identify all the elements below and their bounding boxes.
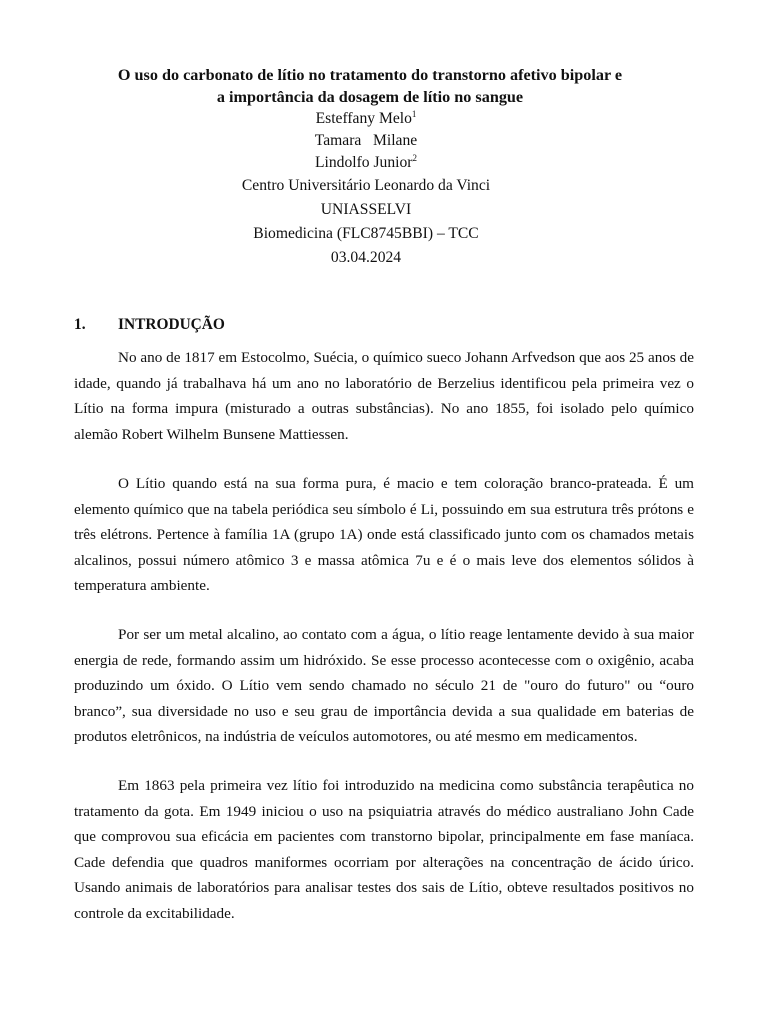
- title-line-2: a importância da dosagem de lítio no sangue: [216, 88, 524, 106]
- date: 03.04.2024: [330, 249, 402, 266]
- author-footnote-mark: 1: [411, 109, 417, 119]
- author-name: Lindolfo Junior: [315, 154, 413, 171]
- author-line: [60, 152, 672, 174]
- section-number: 1.: [74, 316, 86, 333]
- title-line-1: O uso do carbonato de lítio no tratamento do transtorno afetivo bipolar e: [117, 66, 623, 84]
- author-name: Tamara Milane: [314, 132, 418, 149]
- paragraph-3: Por ser um metal alcalino, ao contato com a água, o lítio reage lentamente devido à sua maior energia de rede, formando assim um hidróxido. Se esse processo acontecesse com o oxigênio, acaba produzindo um óxido. O Lítio vem sendo chamado no século 21 de "ouro do futuro" ou “ouro branco”, sua diversidade no uso e seu grau de importância devida a sua qualidade em baterias de produtos eletrônicos, na indústria de veículos automotores, ou até mesmo em medicamentos.: [74, 626, 694, 745]
- section-title: INTRODUÇÃO: [118, 316, 225, 333]
- institution: Centro Universitário Leonardo da Vinci: [241, 177, 491, 194]
- author-footnote-mark: 2: [412, 153, 417, 163]
- course: Biomedicina (FLC8745BBI) – TCC: [253, 225, 479, 242]
- paragraph-1: No ano de 1817 em Estocolmo, Suécia, o químico sueco Johann Arfvedson que aos 25 anos de idade, quando já trabalhava há um ano no laboratório de Berzelius identificou pela primeira vez o Lítio na forma impura (misturado a outras substâncias). No ano 1855, foi isolado pelo químico alemão Robert Wilhelm Bunsene Mattiessen.: [74, 349, 694, 443]
- paragraph-4: Em 1863 pela primeira vez lítio foi introduzido na medicina como substância terapêutica no tratamento da gota. Em 1949 iniciou o uso na psiquiatria através do médico australiano John Cade que comprovou sua eficácia em pacientes com transtorno bipolar, principalmente em fase maníaca. Cade defendia que quadros maniformes ocorriam por alterações na concentração de ácido úrico. Usando animais de laboratórios para analisar testes dos sais de Lítio, obteve resultados positivos no controle da excitabilidade.: [74, 777, 694, 922]
- author-line: [60, 130, 672, 152]
- section-heading: [74, 314, 225, 336]
- author-line: [60, 108, 672, 130]
- paragraph-2: O Lítio quando está na sua forma pura, é macio e tem coloração branco-prateada. É um elemento químico que na tabela periódica seu símbolo é Li, possuindo em sua estrutura três prótons e três elétrons. Pertence à família 1A (grupo 1A) onde está classificado junto com os chamados metais alcalinos, possui número atômico 3 e massa atômica 7u e é o mais leve dos elementos sólidos à temperatura ambiente.: [74, 475, 694, 594]
- document-title: [60, 64, 680, 108]
- institution-short: UNIASSELVI: [320, 201, 412, 218]
- author-name: Esteffany Melo: [315, 110, 412, 127]
- author-block: [60, 108, 672, 270]
